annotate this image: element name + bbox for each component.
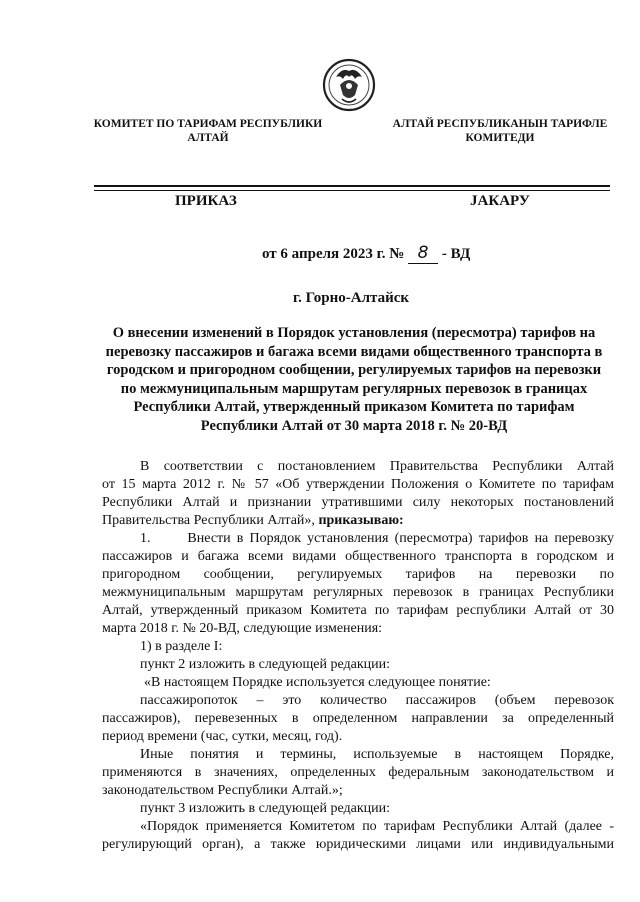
doc-type-alt: ЈАКАРУ [470,193,530,209]
body-quote1: «В настоящем Порядке используется следующее понятие: [144,675,491,690]
body-item1-line2: пассажиров и багажа всеми видами общественного транспорта в городском и [102,549,614,564]
city: г. Горно-Алтайск [292,290,410,306]
body-item1-line3: пригородном сообщении, регулируемых тарифов на перевозки по [102,567,614,582]
order-date: от 6 апреля 2023 г. № [262,246,405,262]
body-other-line2: применяются в значениях, определенных федеральным законодательством и [102,765,614,780]
order-suffix: - ВД [441,246,471,262]
body-p1-line4: Правительства Республики Алтай», приказываю: [102,513,404,528]
coat-of-arms-emblem [322,55,376,115]
order-number: 8 [408,243,438,264]
body-item1-line6: марта 2018 г. № 20-ВД, следующие изменения: [102,621,383,636]
body-p1-line3: Республики Алтай и признании утратившими силу некоторых постановлений [102,495,614,510]
body-quote2-line2: регулирующий орган), а также юридическими лицами или индивидуальными [102,837,614,852]
body-point3: пункт 3 изложить в следующей редакции: [140,801,390,816]
document-title: О внесении изменений в Порядок установления (пересмотра) тарифов на перевозку пассажиров и багажа всеми видами общественного транспорта в городском и пригородном сообщении, регулируемых тарифов на перевозки по межмуниципальным маршрутам регулярных перевозок в границах Республики Алтай, утвержденный приказом Комитета по тарифам Республики Алтай от 30 марта 2018 г. № 20-ВД [105,325,603,434]
body-item1-line5: Алтай, утвержденный приказом Комитета по тарифам республики Алтай от 30 [102,603,614,618]
body-item1-line1: 1. Внести в Порядок установления (пересмотра) тарифов на перевозку [140,531,614,546]
body-p1-line2: от 15 марта 2012 г. № 57 «Об утверждении Положения о Комитете по тарифам [102,477,614,492]
doc-type-ru: ПРИКАЗ [175,193,237,209]
body-def-line1: пассажиропоток – это количество пассажиров (объем перевозок [140,693,614,708]
header-org-right: АЛТАЙ РЕСПУБЛИКАНЫН ТАРИФЛЕ КОМИТЕДИ [392,118,608,144]
header-org-left: КОМИТЕТ ПО ТАРИФАМ РЕСПУБЛИКИ АЛТАЙ [93,118,323,144]
body-sub1: 1) в разделе I: [140,639,223,654]
body-def-line3: период времени (час, сутки, месяц, год). [102,729,343,744]
header-divider [94,185,610,191]
body-other-line3: законодательством Республики Алтай.»; [102,783,343,798]
body-quote2-line1: «Порядок применяется Комитетом по тарифам Республики Алтай (далее - [140,819,614,834]
body-other-line1: Иные понятия и термины, используемые в настоящем Порядке, [140,747,614,762]
body-point2: пункт 2 изложить в следующей редакции: [140,657,390,672]
body-p1-line1: В соответствии с постановлением Правительства Республики Алтай [140,459,614,474]
body-def-line2: пассажиров), перевезенных в определенном направлении за определенный [102,711,614,726]
body-item1-line4: межмуниципальным маршрутам регулярных перевозок в границах Республики [102,585,614,600]
order-date-line [262,243,470,264]
